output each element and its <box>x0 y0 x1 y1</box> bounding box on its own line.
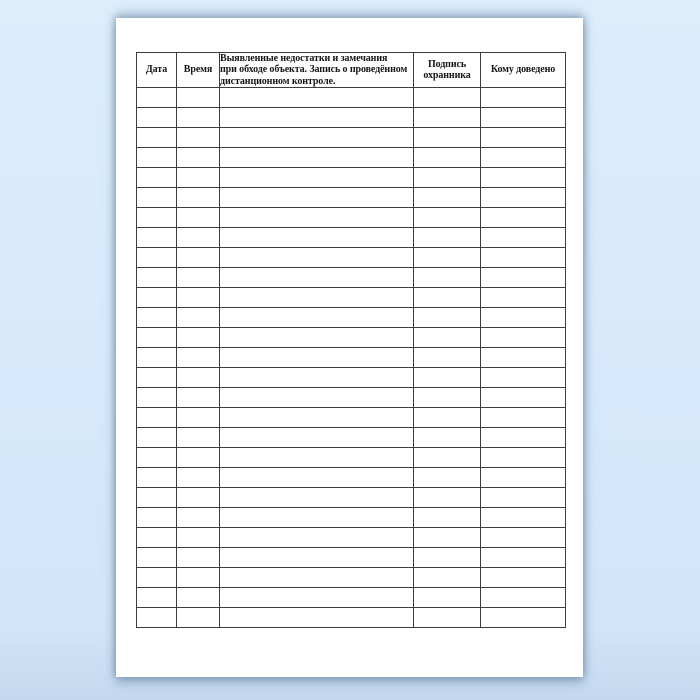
empty-cell-time <box>177 208 220 228</box>
empty-cell-guard-signature <box>414 328 481 348</box>
empty-cell-remarks <box>220 548 414 568</box>
empty-row <box>137 288 566 308</box>
empty-cell-date <box>137 328 177 348</box>
empty-cell-guard-signature <box>414 208 481 228</box>
empty-row <box>137 248 566 268</box>
empty-cell-informed <box>481 448 566 468</box>
empty-row <box>137 568 566 588</box>
empty-cell-informed <box>481 468 566 488</box>
empty-cell-date <box>137 548 177 568</box>
empty-cell-remarks <box>220 528 414 548</box>
empty-cell-date <box>137 348 177 368</box>
empty-cell-remarks <box>220 188 414 208</box>
empty-row <box>137 448 566 468</box>
remarks-header-line-1: Выявленные недостатки и замечания <box>220 53 388 65</box>
empty-cell-informed <box>481 88 566 108</box>
empty-cell-time <box>177 288 220 308</box>
empty-cell-remarks <box>220 208 414 228</box>
empty-cell-guard-signature <box>414 468 481 488</box>
empty-cell-time <box>177 348 220 368</box>
empty-row <box>137 528 566 548</box>
empty-cell-date <box>137 288 177 308</box>
empty-cell-date <box>137 268 177 288</box>
empty-cell-date <box>137 508 177 528</box>
empty-row <box>137 508 566 528</box>
empty-cell-remarks <box>220 388 414 408</box>
empty-cell-date <box>137 488 177 508</box>
empty-cell-guard-signature <box>414 188 481 208</box>
header-cell-time: Время <box>177 53 220 88</box>
empty-cell-informed <box>481 328 566 348</box>
empty-row <box>137 488 566 508</box>
empty-cell-remarks <box>220 288 414 308</box>
empty-cell-guard-signature <box>414 408 481 428</box>
empty-cell-time <box>177 448 220 468</box>
empty-cell-informed <box>481 248 566 268</box>
empty-cell-time <box>177 328 220 348</box>
empty-cell-time <box>177 408 220 428</box>
empty-row <box>137 368 566 388</box>
empty-cell-remarks <box>220 248 414 268</box>
empty-cell-informed <box>481 108 566 128</box>
empty-cell-time <box>177 128 220 148</box>
empty-cell-informed <box>481 428 566 448</box>
empty-cell-informed <box>481 568 566 588</box>
empty-row <box>137 388 566 408</box>
empty-row <box>137 328 566 348</box>
header-cell-guard-signature <box>414 53 481 88</box>
empty-cell-date <box>137 128 177 148</box>
empty-cell-date <box>137 208 177 228</box>
table-header <box>137 53 566 88</box>
empty-cell-informed <box>481 308 566 328</box>
empty-cell-guard-signature <box>414 368 481 388</box>
empty-cell-guard-signature <box>414 88 481 108</box>
empty-cell-informed <box>481 268 566 288</box>
empty-cell-remarks <box>220 608 414 628</box>
empty-cell-informed <box>481 408 566 428</box>
empty-cell-informed <box>481 148 566 168</box>
empty-cell-remarks <box>220 508 414 528</box>
empty-cell-guard-signature <box>414 588 481 608</box>
empty-cell-remarks <box>220 88 414 108</box>
empty-cell-remarks <box>220 588 414 608</box>
empty-cell-time <box>177 568 220 588</box>
empty-cell-remarks <box>220 448 414 468</box>
empty-cell-time <box>177 428 220 448</box>
inspection-log-table <box>136 52 566 628</box>
empty-cell-guard-signature <box>414 268 481 288</box>
remarks-header-line-3: дистанционном контроле. <box>220 75 336 87</box>
empty-row <box>137 208 566 228</box>
empty-cell-date <box>137 448 177 468</box>
empty-cell-time <box>177 388 220 408</box>
empty-row <box>137 148 566 168</box>
empty-cell-time <box>177 528 220 548</box>
empty-row <box>137 428 566 448</box>
signature-header-line-1: Подпись <box>427 58 467 70</box>
empty-cell-guard-signature <box>414 128 481 148</box>
empty-cell-time <box>177 608 220 628</box>
empty-cell-time <box>177 308 220 328</box>
remarks-header-line-2: при обходе объекта. Запись о проведённом <box>220 64 408 76</box>
empty-cell-date <box>137 148 177 168</box>
empty-cell-informed <box>481 368 566 388</box>
empty-cell-date <box>137 608 177 628</box>
empty-cell-guard-signature <box>414 488 481 508</box>
empty-cell-date <box>137 368 177 388</box>
empty-cell-informed <box>481 188 566 208</box>
empty-row <box>137 228 566 248</box>
empty-row <box>137 128 566 148</box>
empty-cell-time <box>177 548 220 568</box>
empty-cell-informed <box>481 588 566 608</box>
paper-page <box>116 18 583 677</box>
empty-cell-guard-signature <box>414 288 481 308</box>
empty-cell-time <box>177 488 220 508</box>
empty-cell-time <box>177 168 220 188</box>
empty-cell-remarks <box>220 268 414 288</box>
header-cell-remarks <box>220 53 414 88</box>
empty-row <box>137 348 566 368</box>
empty-row <box>137 588 566 608</box>
empty-cell-time <box>177 368 220 388</box>
empty-cell-remarks <box>220 128 414 148</box>
empty-cell-guard-signature <box>414 548 481 568</box>
empty-cell-informed <box>481 168 566 188</box>
empty-row <box>137 308 566 328</box>
empty-cell-date <box>137 408 177 428</box>
empty-cell-remarks <box>220 168 414 188</box>
empty-row <box>137 468 566 488</box>
header-row <box>137 53 566 88</box>
empty-cell-guard-signature <box>414 428 481 448</box>
empty-cell-informed <box>481 228 566 248</box>
empty-cell-informed <box>481 608 566 628</box>
empty-cell-time <box>177 468 220 488</box>
empty-cell-guard-signature <box>414 108 481 128</box>
empty-row <box>137 108 566 128</box>
empty-cell-informed <box>481 548 566 568</box>
empty-cell-guard-signature <box>414 608 481 628</box>
empty-cell-date <box>137 528 177 548</box>
empty-cell-guard-signature <box>414 388 481 408</box>
empty-cell-informed <box>481 288 566 308</box>
empty-cell-date <box>137 588 177 608</box>
empty-cell-informed <box>481 348 566 368</box>
empty-row <box>137 608 566 628</box>
empty-cell-remarks <box>220 368 414 388</box>
empty-cell-informed <box>481 208 566 228</box>
empty-cell-remarks <box>220 308 414 328</box>
empty-cell-guard-signature <box>414 308 481 328</box>
empty-cell-date <box>137 468 177 488</box>
empty-cell-time <box>177 248 220 268</box>
header-cell-date: Дата <box>137 53 177 88</box>
empty-cell-date <box>137 168 177 188</box>
empty-row <box>137 188 566 208</box>
empty-cell-informed <box>481 128 566 148</box>
empty-cell-time <box>177 108 220 128</box>
empty-row <box>137 168 566 188</box>
empty-cell-guard-signature <box>414 348 481 368</box>
empty-cell-remarks <box>220 108 414 128</box>
empty-cell-time <box>177 508 220 528</box>
empty-cell-time <box>177 188 220 208</box>
empty-cell-informed <box>481 388 566 408</box>
empty-cell-time <box>177 228 220 248</box>
empty-cell-date <box>137 248 177 268</box>
table-body <box>137 88 566 628</box>
empty-cell-time <box>177 88 220 108</box>
empty-cell-remarks <box>220 488 414 508</box>
signature-header-line-2: охранника <box>423 70 471 81</box>
empty-cell-date <box>137 228 177 248</box>
empty-cell-time <box>177 588 220 608</box>
empty-row <box>137 548 566 568</box>
empty-cell-informed <box>481 488 566 508</box>
empty-cell-guard-signature <box>414 508 481 528</box>
empty-cell-date <box>137 188 177 208</box>
empty-cell-informed <box>481 528 566 548</box>
empty-cell-guard-signature <box>414 568 481 588</box>
empty-cell-remarks <box>220 568 414 588</box>
empty-cell-remarks <box>220 348 414 368</box>
empty-cell-date <box>137 308 177 328</box>
empty-cell-remarks <box>220 328 414 348</box>
empty-row <box>137 408 566 428</box>
empty-cell-time <box>177 268 220 288</box>
empty-cell-guard-signature <box>414 448 481 468</box>
empty-cell-guard-signature <box>414 248 481 268</box>
empty-cell-informed <box>481 508 566 528</box>
empty-cell-guard-signature <box>414 148 481 168</box>
empty-cell-remarks <box>220 148 414 168</box>
empty-cell-date <box>137 388 177 408</box>
empty-row <box>137 88 566 108</box>
empty-cell-guard-signature <box>414 528 481 548</box>
empty-cell-date <box>137 568 177 588</box>
empty-cell-guard-signature <box>414 228 481 248</box>
empty-cell-remarks <box>220 408 414 428</box>
empty-row <box>137 268 566 288</box>
empty-cell-remarks <box>220 468 414 488</box>
empty-cell-remarks <box>220 428 414 448</box>
empty-cell-remarks <box>220 228 414 248</box>
empty-cell-date <box>137 428 177 448</box>
empty-cell-time <box>177 148 220 168</box>
empty-cell-date <box>137 88 177 108</box>
empty-cell-date <box>137 108 177 128</box>
header-cell-informed: Кому доведено <box>481 53 566 88</box>
empty-cell-guard-signature <box>414 168 481 188</box>
